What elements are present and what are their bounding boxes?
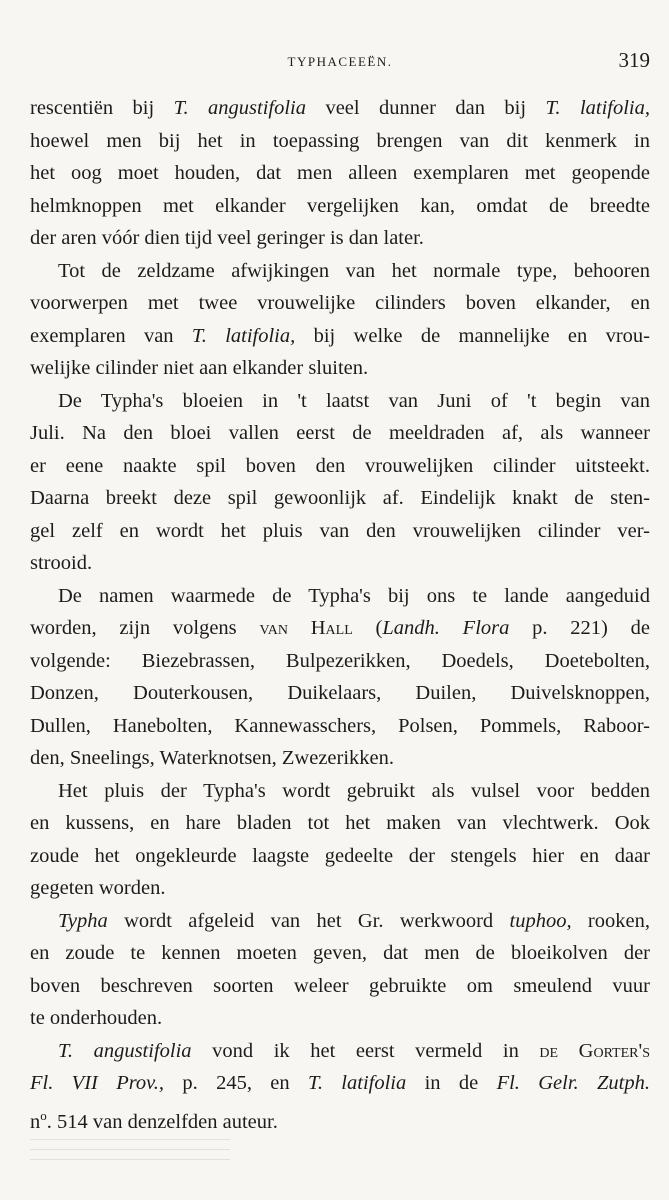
running-head-title: TYPHACEEËN.	[287, 54, 393, 69]
text-segment: en zoude te kennen moeten geven, dat men de bloeikolven der	[30, 942, 650, 964]
text-line	[30, 937, 650, 970]
text-line	[30, 287, 650, 320]
small-caps-text: van Hall	[259, 617, 353, 639]
text-segment: p. 221) de	[509, 617, 650, 639]
italic-text: T. latifolia,	[545, 97, 650, 119]
text-line	[30, 645, 650, 678]
text-line	[30, 417, 650, 450]
text-line	[30, 547, 650, 580]
text-segment: in de	[406, 1072, 497, 1094]
text-line	[30, 352, 650, 385]
text-segment: volgende: Biezebrassen, Bulpezerikken, Doedels, Doetebolten,	[30, 649, 650, 672]
text-line	[30, 612, 650, 645]
text-segment: strooid.	[30, 552, 93, 574]
text-segment: voorwerpen met twee vrouwelijke cilinders boven elkander, en	[30, 292, 650, 314]
text-line	[30, 515, 650, 548]
text-line	[30, 190, 650, 223]
text-segment: p. 245, en	[164, 1072, 308, 1094]
italic-text: T. latifolia	[307, 1072, 407, 1094]
text-segment: het oog moet houden, dat men alleen exemplaren met geopende	[30, 162, 650, 184]
text-line	[30, 775, 650, 808]
italic-text: T. angustifolia	[58, 1039, 192, 1062]
text-segment: te onderhouden.	[30, 1007, 163, 1029]
text-segment: Dullen, Hanebolten, Kannewasschers, Polsen, Pommels, Raboor-	[30, 714, 650, 737]
text-line	[30, 125, 650, 158]
text-line	[30, 1100, 650, 1133]
text-line	[30, 1002, 650, 1035]
bleed-through-smudge	[30, 1130, 230, 1170]
text-segment: Donzen, Douterkousen, Duikelaars, Duilen, Duivelsknoppen,	[30, 682, 650, 704]
text-segment: welijke cilinder niet aan elkander sluiten.	[30, 357, 369, 379]
italic-text: tuphoo,	[509, 909, 572, 932]
text-line	[30, 222, 650, 255]
text-segment: De Typha's bloeien in 't laatst van Juni of 't begin van	[58, 389, 650, 412]
text-line	[30, 840, 650, 873]
italic-text: Fl. Gelr. Zutph.	[496, 1072, 650, 1094]
text-segment: wordt afgeleid van het Gr. werkwoord	[107, 909, 510, 932]
text-segment: rooken,	[571, 909, 650, 932]
small-caps-text: de Gorter's	[539, 1039, 650, 1062]
text-segment: De namen waarmede de Typha's bij ons te lande aangeduid	[58, 584, 650, 607]
text-line	[30, 1035, 650, 1068]
italic-text: T. angustifolia	[173, 97, 307, 119]
text-line	[30, 92, 650, 125]
text-segment: Het pluis der Typha's wordt gebruikt als vulsel voor bedden	[58, 779, 650, 802]
text-segment: gel zelf en wordt het pluis van den vrouwelijken cilinder ver-	[30, 519, 650, 542]
text-segment: rescentiën bij	[30, 97, 174, 119]
text-segment: der aren vóór dien tijd veel geringer is dan later.	[30, 227, 424, 249]
text-segment: boven beschreven soorten weleer gebruikte om smeulend vuur	[30, 974, 650, 997]
text-line	[30, 580, 650, 613]
italic-text: Fl. VII Prov.,	[30, 1072, 165, 1094]
text-line	[30, 255, 650, 288]
text-segment: gegeten worden.	[30, 877, 166, 899]
text-line	[30, 872, 650, 905]
text-segment: . 514 van denzelfden auteur.	[46, 1110, 278, 1132]
text-segment: worden, zijn volgens	[30, 617, 260, 639]
text-line	[30, 450, 650, 483]
text-segment: zoude het ongekleurde laagste gedeelte der stengels hier en daar	[30, 844, 650, 867]
text-line	[30, 742, 650, 775]
text-line	[30, 905, 650, 938]
text-segment: bij welke de mannelijke en vrou-	[295, 324, 650, 347]
text-segment: Juli. Na den bloei vallen eerst de meeldraden af, als wanneer	[30, 422, 650, 444]
italic-text: T. latifolia,	[191, 324, 296, 347]
text-segment: den, Sneelings, Waterknotsen, Zwezerikken.	[30, 747, 395, 769]
text-segment: helmknoppen met elkander vergelijken kan, omdat de breedte	[30, 194, 650, 217]
text-segment: Daarna breekt deze spil gewoonlijk af. Eindelijk knakt de sten-	[30, 487, 650, 509]
text-segment: er eene naakte spil boven den vrouwelijken cilinder uitsteekt.	[30, 454, 650, 477]
body-text	[30, 92, 650, 1132]
text-line	[30, 482, 650, 515]
text-line	[30, 1067, 650, 1100]
text-segment: exemplaren van	[30, 324, 192, 347]
italic-text: Typha	[58, 909, 108, 932]
text-segment: veel dunner dan bij	[306, 97, 546, 119]
text-line	[30, 807, 650, 840]
running-head	[30, 48, 650, 78]
text-line	[30, 385, 650, 418]
italic-text: Landh. Flora	[382, 617, 510, 639]
page-number: 319	[618, 48, 650, 72]
text-segment: vond ik het eerst vermeld in	[191, 1039, 540, 1062]
text-line	[30, 710, 650, 743]
superscript-text: o	[40, 1107, 47, 1123]
text-line	[30, 157, 650, 190]
text-line	[30, 320, 650, 353]
text-segment: n	[30, 1110, 41, 1132]
text-segment: en kussens, en hare bladen tot het maken van vlechtwerk. Ook	[30, 812, 650, 834]
text-line	[30, 677, 650, 710]
text-segment: hoewel men bij het in toepassing brengen van dit kenmerk in	[30, 129, 650, 152]
text-segment: Tot de zeldzame afwijkingen van het normale type, behooren	[58, 259, 650, 282]
text-segment: (	[352, 617, 383, 639]
text-line	[30, 970, 650, 1003]
